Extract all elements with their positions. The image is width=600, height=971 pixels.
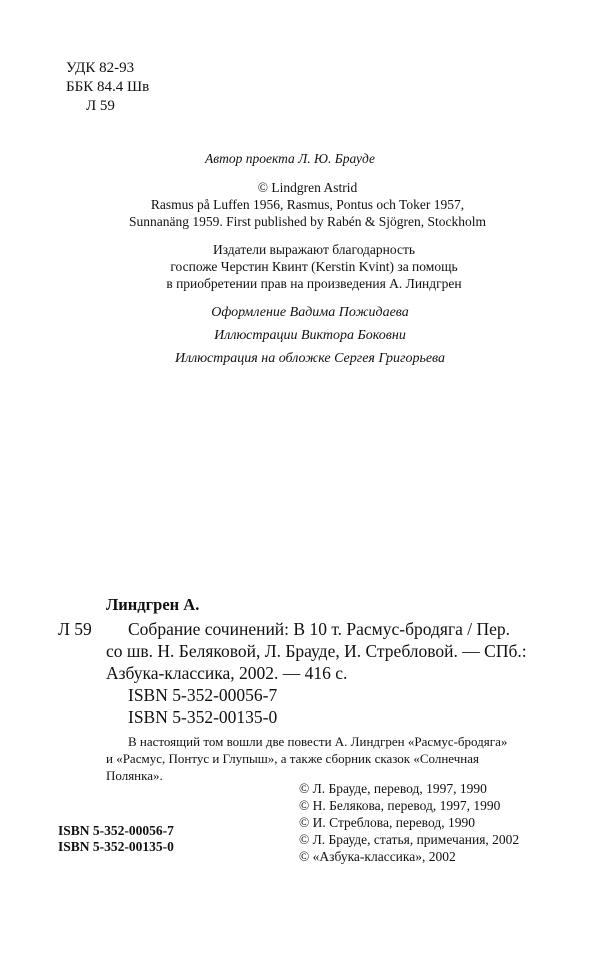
catalog-annotation <box>106 733 507 784</box>
annotation-line: и «Расмус, Понтус и Глупыш», а также сборник сказок «Солнечная <box>106 751 480 766</box>
annotation-line: Полянка». <box>106 768 163 783</box>
footer-isbn <box>58 823 174 855</box>
thanks-line: в приобретении прав на произведения А. Линдгрен <box>166 276 462 291</box>
catalog-line: Собрание сочинений: В 10 т. Расмус-бродяга / Пер. <box>128 619 511 639</box>
bbk-code: ББК 84.4 Шв <box>66 79 150 95</box>
catalog-isbn: ISBN 5-352-00056-7 <box>128 685 278 705</box>
credits <box>145 301 475 370</box>
annotation-line: В настоящий том вошли две повести А. Линдгрен «Расмус-бродяга» <box>128 734 508 749</box>
catalog-isbn: ISBN 5-352-00135-0 <box>128 707 278 727</box>
design-credit: Оформление Вадима Пожидаева <box>211 305 409 320</box>
footer-copyright-line: © Л. Брауде, статья, примечания, 2002 <box>299 832 520 847</box>
catalog-line: со шв. Н. Беляковой, Л. Брауде, И. Стребловой. — СПб.: <box>106 641 527 661</box>
footer-copyright-line: © «Азбука-классика», 2002 <box>299 849 456 864</box>
copyright-line: Sunnanäng 1959. First published by Rabén & Sjögren, Stockholm <box>129 214 486 229</box>
footer-copyrights <box>299 780 519 865</box>
cover-credit: Иллюстрация на обложке Сергея Григорьева <box>174 351 446 366</box>
footer-copyright-line: © Н. Белякова, перевод, 1997, 1990 <box>299 798 501 813</box>
thanks-line: госпоже Черстин Квинт (Kerstin Kvint) за помощь <box>170 259 458 274</box>
catalog-code: Л 59 <box>58 619 92 639</box>
illustrations-credit: Иллюстрации Виктора Боковни <box>214 328 406 343</box>
udk-code: УДК 82-93 <box>66 60 135 76</box>
footer-copyright-line: © Л. Брауде, перевод, 1997, 1990 <box>299 781 487 796</box>
copyright-line: © Lindgren Astrid <box>257 180 358 195</box>
thanks-line: Издатели выражают благодарность <box>212 242 416 257</box>
catalog-line: Азбука-классика, 2002. — 416 с. <box>106 663 348 683</box>
footer-isbn-line: ISBN 5-352-00135-0 <box>58 839 174 854</box>
catalog-entry <box>106 618 546 728</box>
original-copyright <box>120 179 495 230</box>
acknowledgement <box>140 241 488 292</box>
footer-copyright-line: © И. Стреблова, перевод, 1990 <box>299 815 475 830</box>
project-author: Автор проекта Л. Ю. Брауде <box>205 151 375 166</box>
copyright-line: Rasmus på Luffen 1956, Rasmus, Pontus och Toker 1957, <box>150 197 465 212</box>
classification-block <box>66 59 149 116</box>
footer-isbn-line: ISBN 5-352-00056-7 <box>58 823 174 838</box>
author-mark: Л 59 <box>86 98 115 114</box>
catalog-author: Линдгрен А. <box>106 595 200 614</box>
